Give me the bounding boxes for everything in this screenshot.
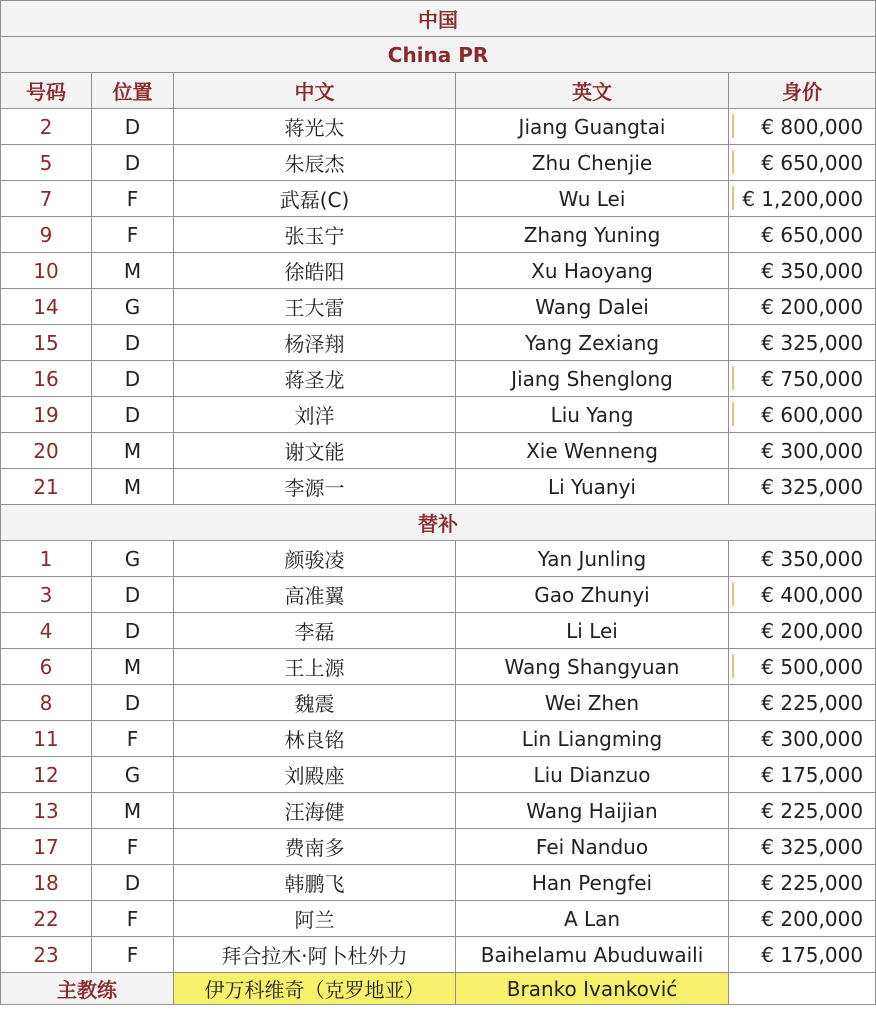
player-value-text: € 650,000 xyxy=(761,150,864,175)
player-name-en xyxy=(456,649,729,685)
player-name-cn-text: 武磊(C) xyxy=(279,188,350,212)
player-name-en-text: Liu Dianzuo xyxy=(533,762,651,787)
player-name-cn xyxy=(174,937,456,973)
player-name-en xyxy=(456,181,729,217)
player-position-text: F xyxy=(126,942,139,967)
cell-marker xyxy=(732,114,734,138)
player-number-text: 7 xyxy=(39,186,53,211)
player-number xyxy=(1,901,92,937)
player-name-en-text: A Lan xyxy=(563,906,621,931)
player-name-en-text: Lin Liangming xyxy=(521,726,663,751)
player-name-en xyxy=(456,361,729,397)
player-name-cn-text: 徐皓阳 xyxy=(284,260,345,284)
player-number-text: 20 xyxy=(33,438,59,463)
player-name-en xyxy=(456,397,729,433)
player-value xyxy=(729,829,876,865)
player-position-text: F xyxy=(126,906,139,931)
player-value-text: € 200,000 xyxy=(761,906,864,931)
player-name-en xyxy=(456,109,729,145)
player-name-cn xyxy=(174,145,456,181)
player-position xyxy=(92,145,174,181)
player-value xyxy=(729,433,876,469)
player-number-text: 6 xyxy=(39,654,53,679)
player-name-cn-text: 李磊 xyxy=(294,620,335,644)
player-name-cn xyxy=(174,649,456,685)
player-position-text: M xyxy=(123,474,142,499)
player-name-en-text: Han Pengfei xyxy=(531,870,653,895)
player-value-text: € 650,000 xyxy=(761,222,864,247)
player-value xyxy=(729,289,876,325)
player-number xyxy=(1,433,92,469)
player-name-cn xyxy=(174,325,456,361)
player-name-cn xyxy=(174,613,456,649)
table-row xyxy=(1,397,876,433)
player-number-text: 23 xyxy=(33,942,59,967)
player-name-cn-text: 韩鹏飞 xyxy=(284,872,345,896)
player-name-en xyxy=(456,793,729,829)
player-position-text: M xyxy=(123,438,142,463)
player-number xyxy=(1,685,92,721)
player-name-en-text: Wei Zhen xyxy=(544,690,640,715)
cell-marker xyxy=(732,186,734,210)
player-position-text: M xyxy=(123,798,142,823)
player-number-text: 19 xyxy=(33,402,59,427)
player-position-text: D xyxy=(124,366,141,391)
player-name-en xyxy=(456,145,729,181)
player-name-en-text: Xu Haoyang xyxy=(531,258,653,283)
player-value xyxy=(729,109,876,145)
player-value-text: € 350,000 xyxy=(761,258,864,283)
player-position-text: F xyxy=(126,834,139,859)
cell-marker xyxy=(732,582,734,606)
player-value-text: € 500,000 xyxy=(761,654,864,679)
player-name-en-text: Wang Haijian xyxy=(526,798,658,823)
player-name-en-text: Yan Junling xyxy=(537,546,647,571)
substitutes-label: 替补 xyxy=(1,505,876,541)
player-position-text: D xyxy=(124,150,141,175)
player-value-text: € 200,000 xyxy=(761,618,864,643)
player-value xyxy=(729,469,876,505)
player-name-cn-text: 王大雷 xyxy=(284,296,345,320)
player-name-en xyxy=(456,217,729,253)
player-name-cn-text: 林良铭 xyxy=(284,728,345,752)
player-value xyxy=(729,937,876,973)
player-name-cn-text: 李源一 xyxy=(284,476,345,500)
player-number xyxy=(1,829,92,865)
player-value-text: € 600,000 xyxy=(761,402,864,427)
player-value xyxy=(729,721,876,757)
player-position xyxy=(92,793,174,829)
player-position xyxy=(92,541,174,577)
player-position-text: D xyxy=(124,114,141,139)
player-number xyxy=(1,397,92,433)
player-position-text: D xyxy=(124,582,141,607)
player-number-text: 5 xyxy=(39,150,53,175)
player-name-cn xyxy=(174,397,456,433)
player-position xyxy=(92,901,174,937)
table-row xyxy=(1,613,876,649)
player-name-cn-text: 费南多 xyxy=(284,836,345,860)
cell-marker xyxy=(732,654,734,678)
player-name-en-text: Zhang Yuning xyxy=(523,222,661,247)
player-name-en xyxy=(456,577,729,613)
player-position-text: M xyxy=(123,654,142,679)
player-number xyxy=(1,181,92,217)
player-name-en xyxy=(456,541,729,577)
player-name-cn xyxy=(174,865,456,901)
player-name-en xyxy=(456,829,729,865)
player-number xyxy=(1,145,92,181)
player-position xyxy=(92,325,174,361)
player-name-cn xyxy=(174,361,456,397)
player-name-cn xyxy=(174,757,456,793)
player-name-cn xyxy=(174,829,456,865)
player-position xyxy=(92,937,174,973)
player-name-cn xyxy=(174,109,456,145)
player-name-cn-text: 王上源 xyxy=(284,656,345,680)
player-number-text: 1 xyxy=(39,546,53,571)
player-position-text: D xyxy=(124,870,141,895)
player-name-en xyxy=(456,253,729,289)
player-name-en-text: Baihelamu Abuduwaili xyxy=(480,942,704,967)
player-number xyxy=(1,361,92,397)
player-name-cn xyxy=(174,253,456,289)
player-number xyxy=(1,253,92,289)
player-number-text: 15 xyxy=(33,330,59,355)
player-position xyxy=(92,289,174,325)
table-row xyxy=(1,361,876,397)
player-name-cn xyxy=(174,721,456,757)
player-name-cn xyxy=(174,577,456,613)
player-number xyxy=(1,757,92,793)
player-number xyxy=(1,109,92,145)
player-value xyxy=(729,901,876,937)
player-number-text: 21 xyxy=(33,474,59,499)
player-value xyxy=(729,397,876,433)
player-number xyxy=(1,865,92,901)
player-number-text: 3 xyxy=(39,582,53,607)
player-position-text: M xyxy=(123,258,142,283)
player-number xyxy=(1,541,92,577)
player-position-text: D xyxy=(124,690,141,715)
player-position-text: G xyxy=(124,546,141,571)
player-number xyxy=(1,289,92,325)
player-name-en-text: Li Yuanyi xyxy=(548,474,636,499)
coach-name-cn: 伊万科维奇（克罗地亚） xyxy=(174,973,456,1005)
table-row xyxy=(1,541,876,577)
player-position-text: G xyxy=(124,762,141,787)
player-position-text: F xyxy=(126,726,139,751)
player-value-text: € 800,000 xyxy=(761,114,864,139)
table-row xyxy=(1,937,876,973)
player-position-text: D xyxy=(124,330,141,355)
player-position xyxy=(92,649,174,685)
player-name-cn-text: 拜合拉木·阿卜杜外力 xyxy=(221,944,408,968)
substitutes-row xyxy=(1,505,876,541)
player-name-cn-text: 蒋圣龙 xyxy=(284,368,345,392)
player-value-text: € 175,000 xyxy=(761,942,864,967)
player-position-text: D xyxy=(124,402,141,427)
table-row xyxy=(1,145,876,181)
header-english-name: 英文 xyxy=(456,73,729,109)
player-value xyxy=(729,541,876,577)
player-name-en-text: Liu Yang xyxy=(550,402,634,427)
player-position-text: F xyxy=(126,222,139,247)
cell-marker xyxy=(732,402,734,426)
header-row xyxy=(1,73,876,109)
player-value-text: € 225,000 xyxy=(761,690,864,715)
player-number-text: 8 xyxy=(39,690,53,715)
player-position xyxy=(92,433,174,469)
header-market-value: 身价 xyxy=(729,73,876,109)
player-number xyxy=(1,217,92,253)
player-name-en xyxy=(456,469,729,505)
player-position xyxy=(92,613,174,649)
player-number-text: 22 xyxy=(33,906,59,931)
player-number xyxy=(1,793,92,829)
player-name-cn-text: 朱辰杰 xyxy=(284,152,345,176)
player-value-text: € 400,000 xyxy=(761,582,864,607)
player-name-cn xyxy=(174,433,456,469)
player-name-en xyxy=(456,433,729,469)
player-name-en-text: Wu Lei xyxy=(558,186,626,211)
player-number xyxy=(1,469,92,505)
coach-name-en: Branko Ivanković xyxy=(456,973,729,1005)
player-value-text: € 1,200,000 xyxy=(742,186,864,211)
player-value xyxy=(729,757,876,793)
player-name-cn xyxy=(174,469,456,505)
player-position xyxy=(92,685,174,721)
player-value xyxy=(729,685,876,721)
player-name-cn-text: 刘殿座 xyxy=(284,764,345,788)
player-name-en xyxy=(456,289,729,325)
player-name-cn-text: 汪海健 xyxy=(284,800,345,824)
player-value-text: € 300,000 xyxy=(761,438,864,463)
player-value-text: € 350,000 xyxy=(761,546,864,571)
table-row xyxy=(1,433,876,469)
player-name-en-text: Jiang Guangtai xyxy=(518,114,666,139)
player-name-cn xyxy=(174,901,456,937)
team-title-cn: 中国 xyxy=(1,1,876,37)
player-name-cn-text: 蒋光太 xyxy=(284,116,345,140)
player-name-en xyxy=(456,937,729,973)
header-position: 位置 xyxy=(92,73,174,109)
player-value-text: € 175,000 xyxy=(761,762,864,787)
player-number xyxy=(1,325,92,361)
player-name-en xyxy=(456,865,729,901)
player-number-text: 11 xyxy=(33,726,59,751)
player-value xyxy=(729,361,876,397)
player-number-text: 10 xyxy=(33,258,59,283)
player-name-en xyxy=(456,757,729,793)
player-name-cn-text: 张玉宁 xyxy=(284,224,345,248)
player-number xyxy=(1,937,92,973)
player-name-en-text: Wang Dalei xyxy=(535,294,649,319)
player-value xyxy=(729,649,876,685)
header-chinese-name: 中文 xyxy=(174,73,456,109)
player-position xyxy=(92,577,174,613)
player-value-text: € 325,000 xyxy=(761,330,864,355)
title-row-en xyxy=(1,37,876,73)
table-row xyxy=(1,685,876,721)
table-row xyxy=(1,289,876,325)
team-title-en: China PR xyxy=(1,37,876,73)
coach-label: 主教练 xyxy=(1,973,174,1005)
table-row xyxy=(1,325,876,361)
player-number-text: 18 xyxy=(33,870,59,895)
player-name-en xyxy=(456,325,729,361)
player-value-text: € 200,000 xyxy=(761,294,864,319)
player-position-text: D xyxy=(124,618,141,643)
player-number xyxy=(1,577,92,613)
player-number-text: 4 xyxy=(39,618,53,643)
player-name-cn xyxy=(174,289,456,325)
player-value-text: € 300,000 xyxy=(761,726,864,751)
table-row xyxy=(1,865,876,901)
player-position xyxy=(92,469,174,505)
table-row xyxy=(1,469,876,505)
table-row xyxy=(1,901,876,937)
player-value-text: € 750,000 xyxy=(761,366,864,391)
player-position xyxy=(92,109,174,145)
player-name-en-text: Xie Wenneng xyxy=(526,438,658,463)
player-name-cn xyxy=(174,217,456,253)
player-name-en xyxy=(456,721,729,757)
player-number-text: 2 xyxy=(39,114,53,139)
player-value xyxy=(729,613,876,649)
player-name-en-text: Jiang Shenglong xyxy=(511,366,673,391)
player-number xyxy=(1,613,92,649)
player-name-cn-text: 颜骏凌 xyxy=(284,548,345,572)
player-number-text: 17 xyxy=(33,834,59,859)
player-value xyxy=(729,865,876,901)
player-position xyxy=(92,721,174,757)
coach-value-empty xyxy=(729,973,876,1005)
coach-row xyxy=(1,973,876,1005)
table-row xyxy=(1,181,876,217)
player-name-cn-text: 刘洋 xyxy=(294,404,335,428)
table-row xyxy=(1,109,876,145)
player-number-text: 16 xyxy=(33,366,59,391)
player-value-text: € 325,000 xyxy=(761,834,864,859)
header-number: 号码 xyxy=(1,73,92,109)
player-value-text: € 225,000 xyxy=(761,798,864,823)
player-value-text: € 225,000 xyxy=(761,870,864,895)
player-position-text: G xyxy=(124,294,141,319)
player-name-en-text: Wang Shangyuan xyxy=(504,654,680,679)
player-position xyxy=(92,361,174,397)
player-name-en xyxy=(456,685,729,721)
player-number xyxy=(1,721,92,757)
player-position xyxy=(92,757,174,793)
cell-marker xyxy=(732,150,734,174)
player-position-text: F xyxy=(126,186,139,211)
table-row xyxy=(1,253,876,289)
player-value xyxy=(729,253,876,289)
player-position xyxy=(92,217,174,253)
player-position xyxy=(92,829,174,865)
player-name-cn xyxy=(174,541,456,577)
player-name-en xyxy=(456,613,729,649)
player-number-text: 12 xyxy=(33,762,59,787)
player-name-cn-text: 魏震 xyxy=(294,692,335,716)
title-row xyxy=(1,1,876,37)
player-number xyxy=(1,649,92,685)
table-row xyxy=(1,577,876,613)
table-row xyxy=(1,721,876,757)
player-name-en-text: Li Lei xyxy=(566,618,618,643)
player-value xyxy=(729,145,876,181)
player-number-text: 13 xyxy=(33,798,59,823)
player-name-en-text: Gao Zhunyi xyxy=(534,582,650,607)
player-position xyxy=(92,253,174,289)
player-value xyxy=(729,217,876,253)
player-position xyxy=(92,397,174,433)
player-value xyxy=(729,793,876,829)
table-row xyxy=(1,649,876,685)
player-name-cn-text: 杨泽翔 xyxy=(284,332,345,356)
player-name-en xyxy=(456,901,729,937)
player-number-text: 14 xyxy=(33,294,59,319)
table-row xyxy=(1,829,876,865)
table-row xyxy=(1,217,876,253)
player-name-cn-text: 阿兰 xyxy=(294,908,335,932)
player-position xyxy=(92,865,174,901)
table-row xyxy=(1,793,876,829)
player-value xyxy=(729,325,876,361)
table-row xyxy=(1,757,876,793)
player-name-cn-text: 高准翼 xyxy=(284,584,345,608)
player-name-en-text: Yang Zexiang xyxy=(524,330,660,355)
player-position xyxy=(92,181,174,217)
player-value xyxy=(729,577,876,613)
player-name-cn xyxy=(174,793,456,829)
player-value-text: € 325,000 xyxy=(761,474,864,499)
player-name-cn-text: 谢文能 xyxy=(284,440,345,464)
player-name-cn xyxy=(174,181,456,217)
player-name-en-text: Zhu Chenjie xyxy=(531,150,653,175)
cell-marker xyxy=(732,366,734,390)
player-number-text: 9 xyxy=(39,222,53,247)
player-name-en-text: Fei Nanduo xyxy=(535,834,649,859)
player-name-cn xyxy=(174,685,456,721)
player-value xyxy=(729,181,876,217)
